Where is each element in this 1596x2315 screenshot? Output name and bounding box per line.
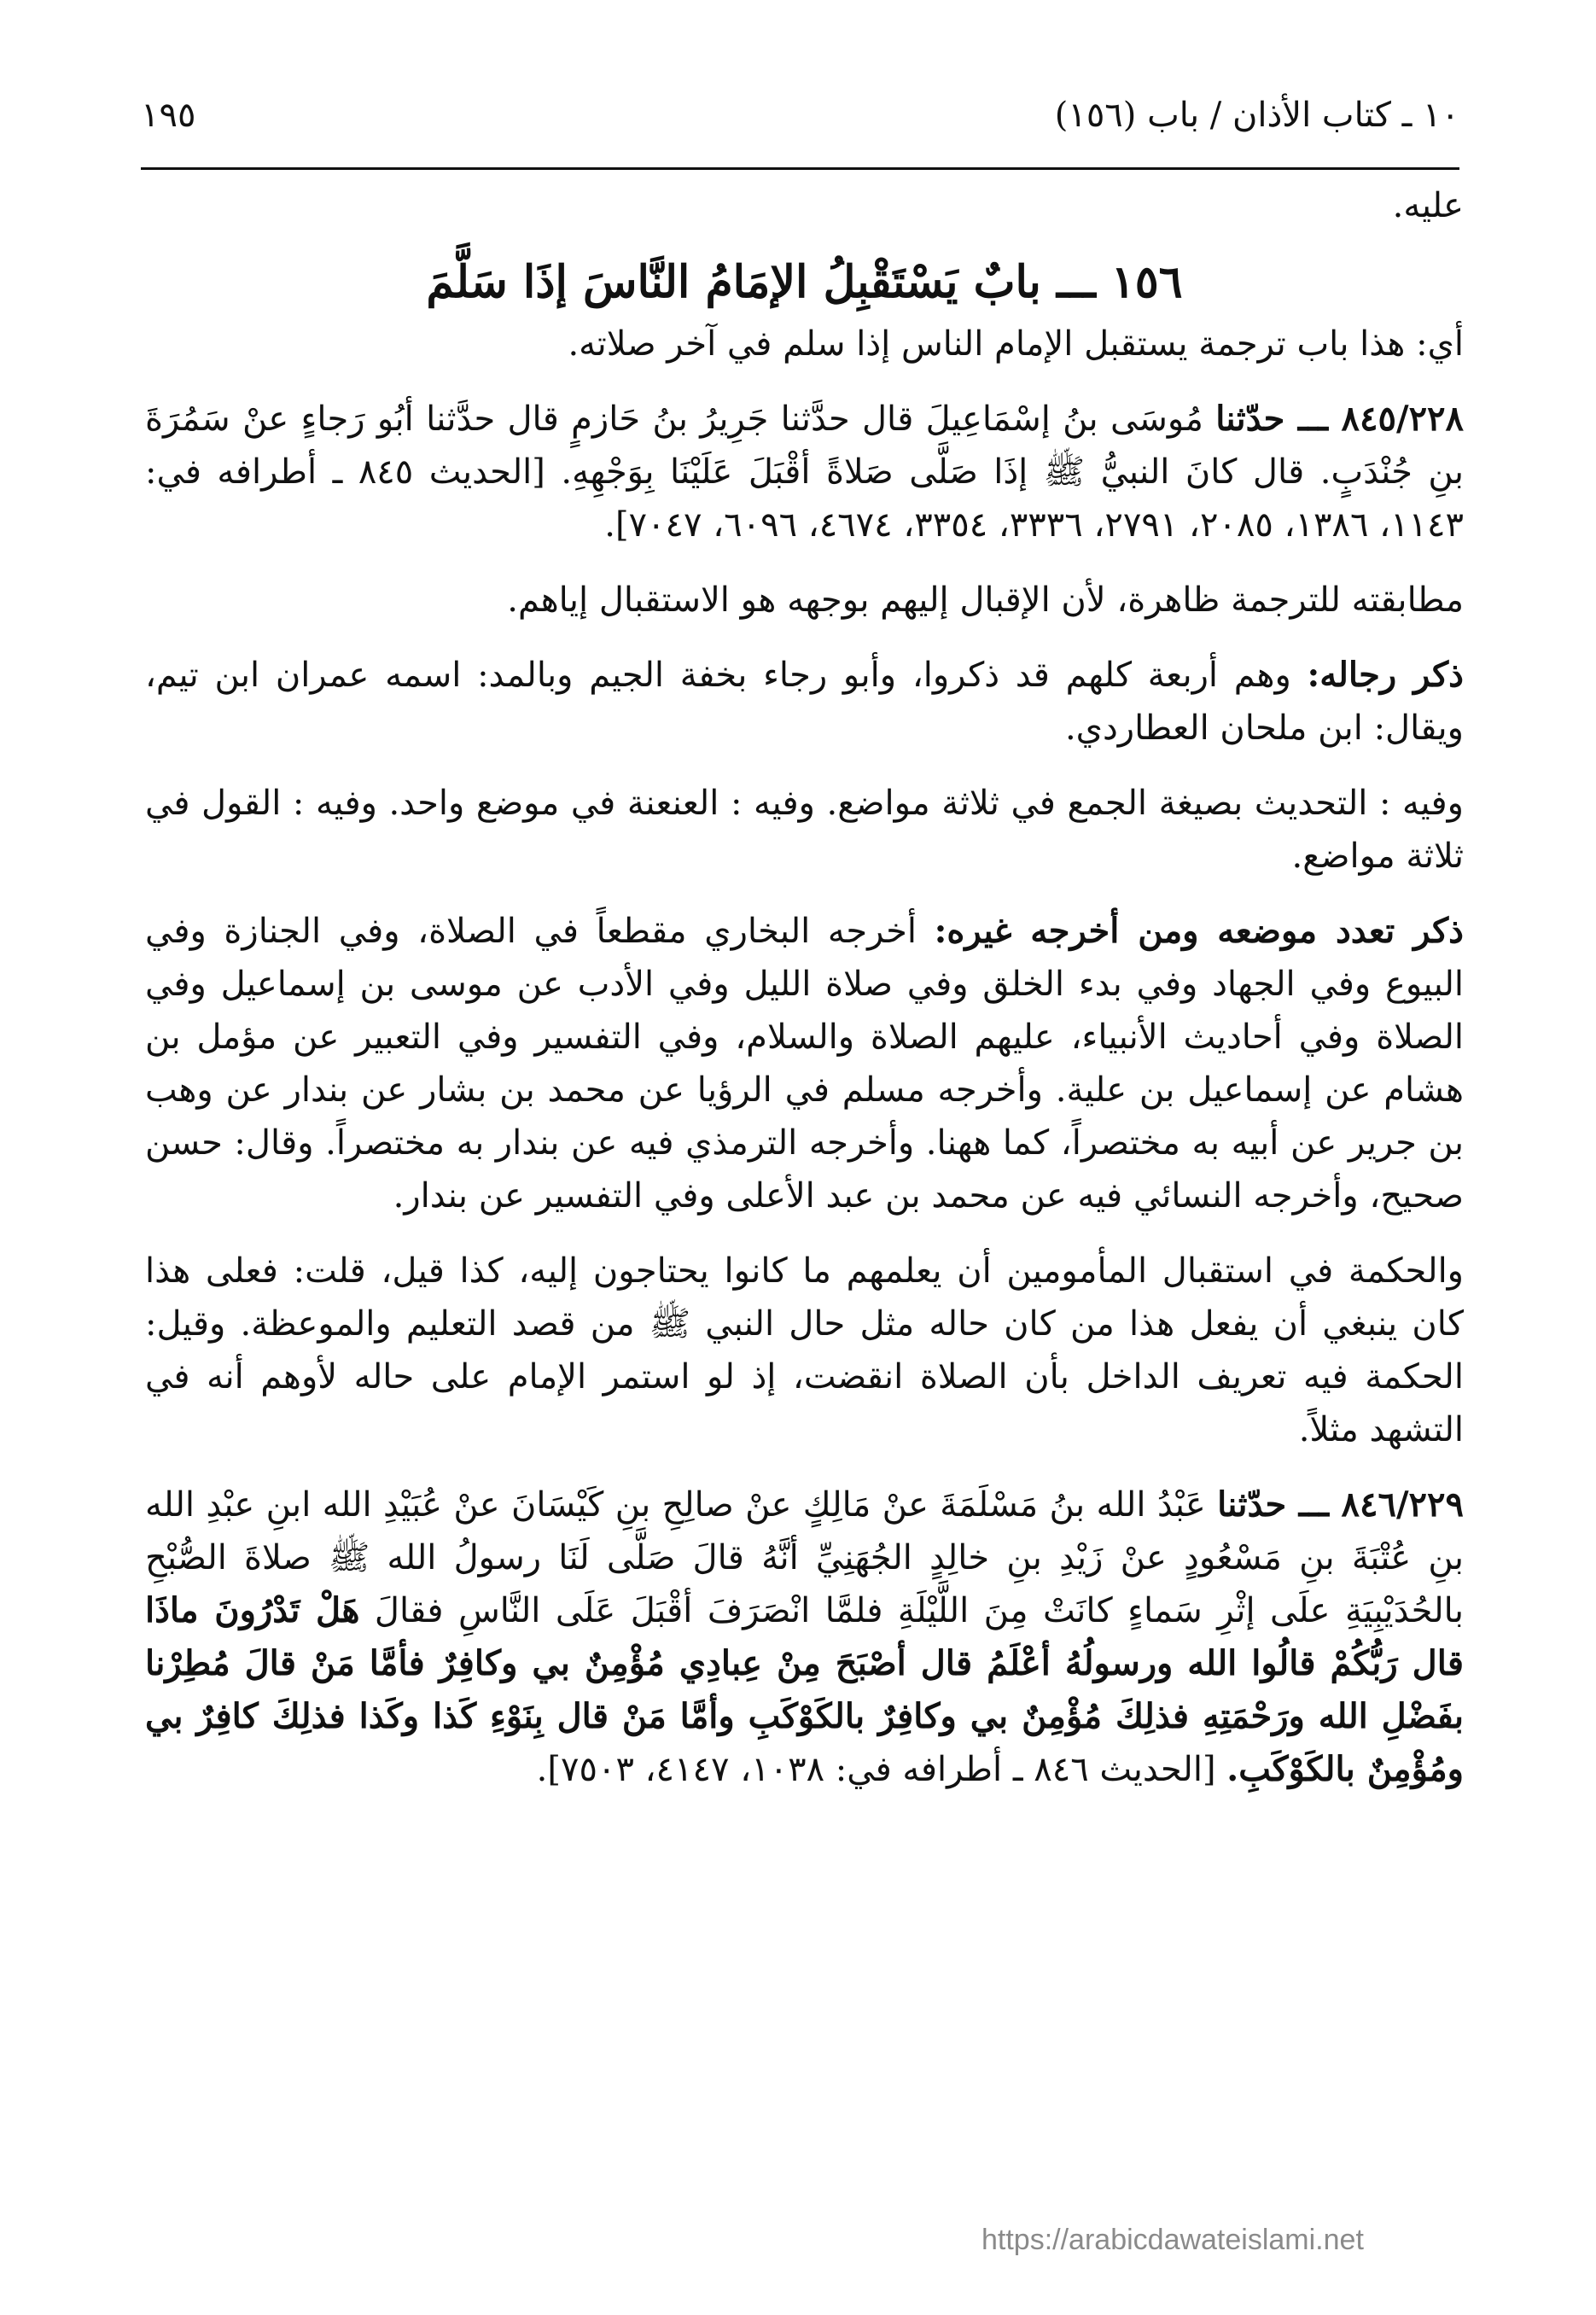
hadith-845 [145,393,1464,551]
hadith-846-number: ٨٤٦/٢٢٩ ـــ حدّثنا [1217,1484,1464,1525]
narrators-label: ذكر رجاله: [1307,655,1464,695]
hadith-846-text: عَبْدُ الله بنُ مَسْلَمَةَ عنْ مَالِكٍ عنْ صالِحِ بنِ كَيْسَانَ عنْ عُبَيْدِ الله ابنِ عبْدِ الله بنِ عُتْبَةَ بنِ مَسْعُودٍ عنْ زَيْدِ بنِ خالِدٍ الجُهَنِيِّ أنَّهُ قالَ صَلَّى لَنَا رسولُ الله ﷺ صلاةَ الصُّبْحِ بالحُدَيْبِيَةِ علَى إثْرِ سَماءٍ كانَتْ مِنَ اللَّيْلَةِ فلمَّا انْصَرَفَ أقْبَلَ عَلَى النَّاسِ فقالَ [145,1485,1464,1630]
commentary-narrators [145,649,1464,755]
chapter-commentary: أي: هذا باب ترجمة يستقبل الإمام الناس إذا سلم في آخر صلاته. [568,324,1464,364]
hadith-846-quote: هَلْ تَدْرُونَ ماذَا قال رَبُّكُمْ قالُوا الله ورسولُهُ أعْلَمُ قال أصْبَحَ مِنْ عِبادِي مُؤْمِنٌ بي وكافِرٌ فأمَّا مَنْ قالَ مُطِرْنا بفَضْلِ الله ورَحْمَتِهِ فذلِكَ مُؤْمِنٌ بي وكافِرٌ بالكَوْكَبِ وأمَّا مَنْ قال بِنَوْءِ كَذا وكَذا فذلِكَ كافِرٌ بي ومُؤْمِنٌ بالكَوْكَبِ. [145,1590,1464,1789]
sources-label: ذكر تعدد موضعه ومن أخرجه غيره: [934,911,1464,951]
sources-text: أخرجه البخاري مقطعاً في الصلاة، وفي الجنازة وفي البيوع وفي الجهاد وفي بدء الخلق وفي صلاة الليل وفي الأدب عن موسى بن إسماعيل وفي الصلاة وفي أحاديث الأنبياء، عليهم الصلاة والسلام، وفي التفسير وفي التعبير عن مؤمل بن هشام عن إسماعيل بن علية. وأخرجه مسلم في الرؤيا عن محمد بن بشار عن بندار عن وهب بن جرير عن أبيه به مختصراً، كما ههنا. وأخرجه الترمذي فيه عن بندار به مختصراً. وقال: حسن صحيح، وأخرجه النسائي فيه عن محمد بن عبد الأعلى وفي التفسير عن بندار. [145,912,1464,1216]
page-body [145,179,1464,1818]
page-header [141,85,1459,145]
running-title: ١٠ ـ كتاب الأذان / باب (١٥٦) [1054,96,1459,135]
commentary-features: وفيه : التحديث بصيغة الجمع في ثلاثة مواضع. وفيه : العنعنة في موضع واحد. وفيه : القول في ثلاثة مواضع. [145,784,1464,876]
chapter-title: ١٥٦ ـــ بابٌ يَسْتَقْبِلُ الإمَامُ النَّاسَ إذَا سَلَّمَ [426,256,1183,308]
commentary-sources [145,905,1464,1222]
hadith-846-references: [الحديث ٨٤٦ ـ أطرافه في: ١٠٣٨، ٤١٤٧، ٧٥٠٣]. [536,1750,1227,1789]
watermark-url: https://arabicdawateislami.net [981,2224,1364,2256]
narrators-text: وهم أربعة كلهم قد ذكروا، وأبو رجاء بخفة الجيم وبالمد: اسمه عمران ابن تيم، ويقال: ابن ملحان العطاردي. [145,656,1464,748]
commentary-wisdom: والحكمة في استقبال المأمومين أن يعلمهم ما كانوا يحتاجون إليه، كذا قيل، قلت: فعلى هذا كان ينبغي أن يفعل هذا من كان حاله مثل حال النبي ﷺ من قصد التعليم والموعظة. وقيل: الحكمة فيه تعريف الداخل بأن الصلاة انقضت، إذ لو استمر الإمام على حاله لأوهم أنه في التشهد مثلاً. [145,1251,1464,1449]
commentary-correspondence: مطابقته للترجمة ظاهرة، لأن الإقبال إليهم بوجهه هو الاستقبال إياهم. [507,580,1464,620]
header-divider [141,167,1459,170]
page-number: ١٩٥ [141,96,196,135]
hadith-845-number: ٨٤٥/٢٢٨ ـــ حدّثنا [1215,399,1465,439]
hadith-845-text: مُوسَى بنُ إسْمَاعِيلَ قال حدَّثنا جَرِيرُ بنُ حَازمٍ قال حدَّثنا أبُو رَجاءٍ عنْ سَمُرَةَ بنِ جُنْدَبٍ. قال كانَ النبيُّ ﷺ إذَا صَلَّى صَلاةً أقْبَلَ عَلَيْنَا بِوَجْهِهِ. [الحديث ٨٤٥ ـ أطرافه في: ١١٤٣، ١٣٨٦، ٢٠٨٥، ٢٧٩١، ٣٣٣٦، ٣٣٥٤، ٤٦٧٤، ٦٠٩٦، ٧٠٤٧]. [145,399,1465,545]
hadith-846 [145,1478,1464,1796]
continuation-text: عليه. [1392,186,1464,225]
